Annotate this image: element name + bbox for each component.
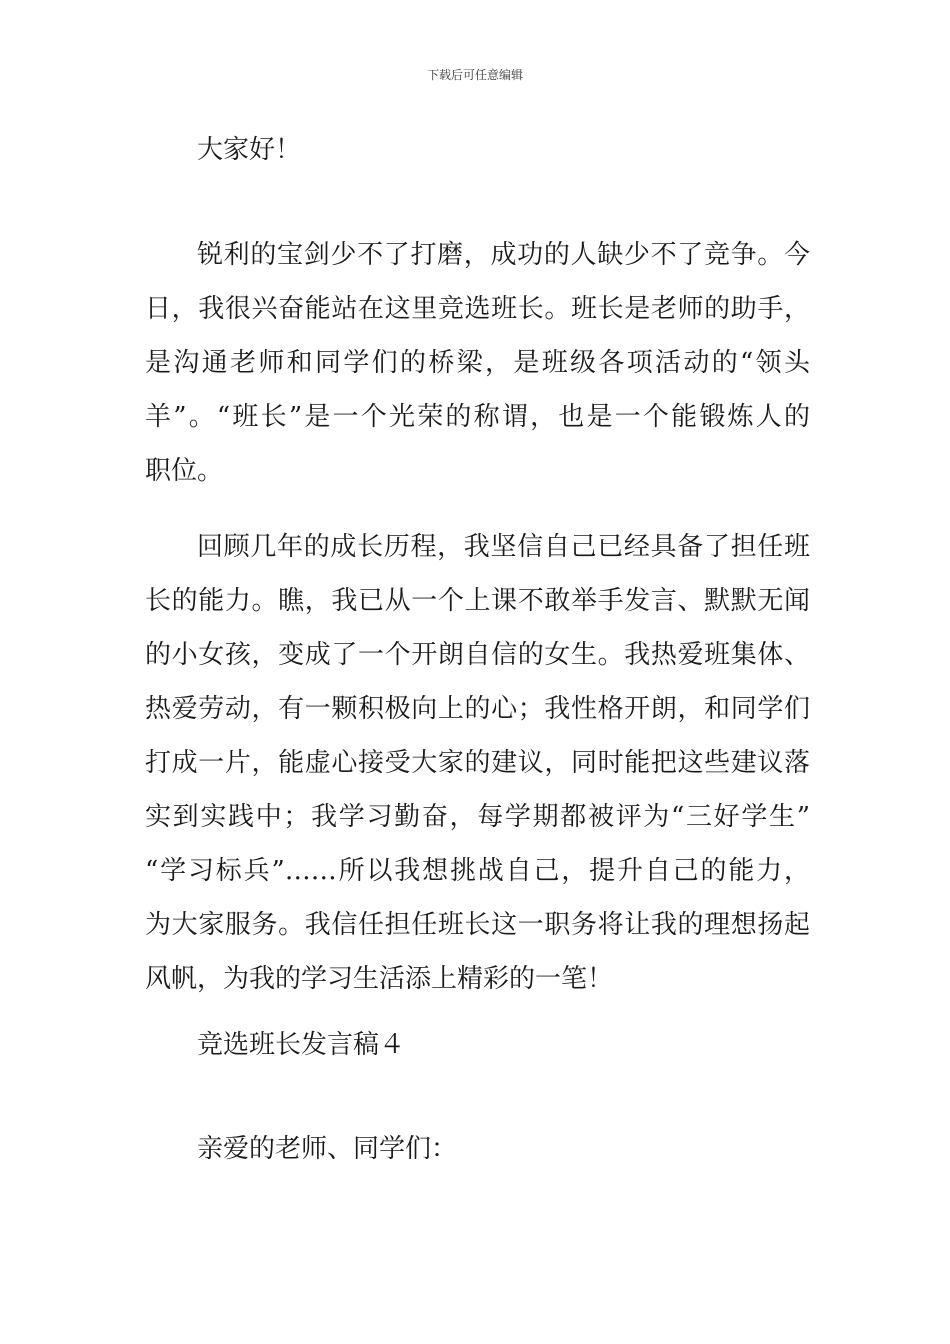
greeting: 大家好！ bbox=[197, 135, 302, 165]
paragraph-2-line: 的小女孩，变成了一个开朗自信的女生。我热爱班集体、 bbox=[145, 640, 810, 670]
paragraph-1-line: 锐利的宝剑少不了打磨，成功的人缺少不了竞争。今 bbox=[197, 240, 810, 270]
paragraph-1-line: 日，我很兴奋能站在这里竞选班长。班长是老师的助手， bbox=[145, 294, 810, 324]
page-header: 下载后可任意编辑 bbox=[426, 68, 523, 82]
paragraph-2-line: 长的能力。瞧，我已从一个上课不敢举手发言、默默无闻 bbox=[145, 586, 810, 616]
paragraph-2-line: 回顾几年的成长历程，我坚信自己已经具备了担任班 bbox=[197, 532, 810, 562]
paragraph-2-line: 为大家服务。我信任担任班长这一职务将让我的理想扬起 bbox=[145, 910, 810, 940]
salutation: 亲爱的老师、同学们： bbox=[197, 1134, 458, 1164]
section-title: 竞选班长发言稿４ bbox=[197, 1030, 406, 1060]
paragraph-2-line: 热爱劳动，有一颗积极向上的心；我性格开朗，和同学们 bbox=[145, 694, 810, 724]
paragraph-1-line: 羊”。“班长”是一个光荣的称谓，也是一个能锻炼人的 bbox=[145, 402, 810, 432]
paragraph-1-line: 是沟通老师和同学们的桥梁，是班级各项活动的“领头 bbox=[145, 348, 810, 378]
paragraph-1-line: 职位。 bbox=[145, 456, 224, 486]
paragraph-2-line: 风帆，为我的学习生活添上精彩的一笔！ bbox=[145, 964, 614, 994]
paragraph-2 bbox=[145, 520, 810, 1006]
paragraph-1 bbox=[145, 228, 810, 498]
paragraph-2-line: 实到实践中；我学习勤奋，每学期都被评为“三好学生” bbox=[145, 802, 810, 832]
paragraph-2-line: 打成一片，能虚心接受大家的建议，同时能把这些建议落 bbox=[145, 748, 810, 778]
paragraph-2-line: “学习标兵”……所以我想挑战自己，提升自己的能力， bbox=[145, 856, 810, 886]
